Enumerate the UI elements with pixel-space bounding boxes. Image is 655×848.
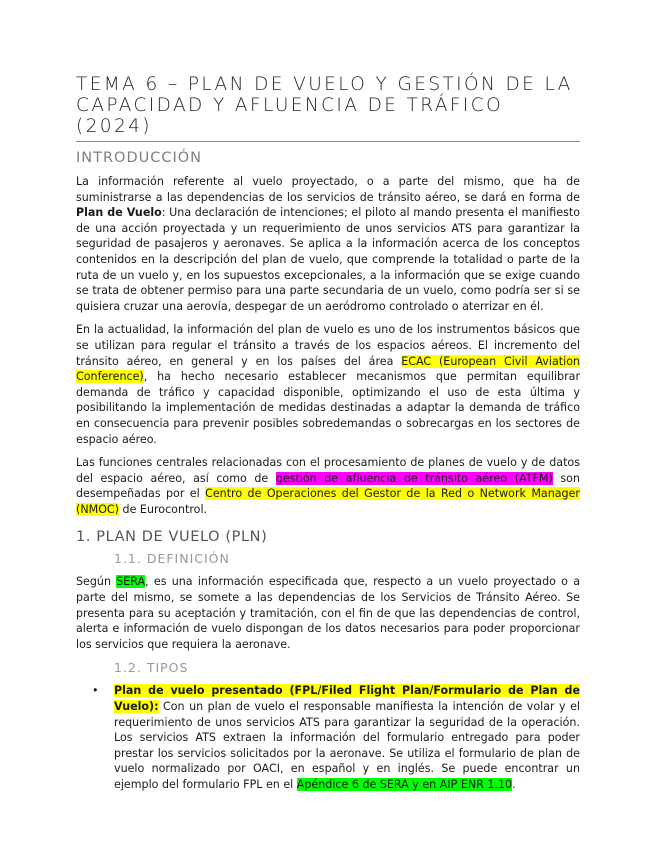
text: , ha hecho necesario establecer mecanismos que permitan equilibrar demanda de tráfico y capacidad disponible, optimizando el uso de esta última y posibilitando la implementación de medidas destinadas a adaptar la demanda de tráfico en consecuencia para prevenir posibles sobredemandas o sobrecargas en los sectores de espacio aéreo. <box>76 370 580 446</box>
text: : Una declaración de intenciones; el piloto al mando presenta el manifiesto de una acción proyectada y un requerimiento de unos servicios ATS para garantizar la seguridad de pasajeros y aeronaves. Se aplica a la información acerca de los conceptos contenidos en la descripción del plan de vuelo, que comprende la totalidad o parte de la ruta de un vuelo y, en los supuestos excepcionales, a la información que se exige cuando se trata de obtener permiso para una parte secundaria de un vuelo, como podría ser si se quisiera cruzar una aerovía, despegar de un aeródromo controlado o aterrizar en él. <box>76 206 580 313</box>
section-heading-plan-de-vuelo: 1. PLAN DE VUELO (PLN) <box>76 529 268 546</box>
text: son desempeñadas por el <box>76 471 580 501</box>
list-item-fpl <box>92 683 580 792</box>
text: de Eurocontrol. <box>119 502 208 516</box>
intro-paragraph-3 <box>76 455 580 517</box>
subsection-heading-tipos: 1.2. TIPOS <box>114 660 189 676</box>
intro-paragraph-2 <box>76 322 580 447</box>
text: . <box>512 778 516 791</box>
text: En la actualidad, la información del plan de vuelo es uno de los instrumentos básicos que se utilizan para regular el tránsito a través de los espacios aéreos. El incremento del tránsito aéreo, en general y en los países del área <box>76 323 580 368</box>
bullet-icon: • <box>92 684 99 698</box>
text: Con un plan de vuelo el responsable manifiesta la intención de volar y el requerimiento de unos servicios ATS para garantizar la seguridad de la operación. Los servicios ATS extraen la información del formulario entregado para poder prestar los servicios solicitados por la aeronave. Se utiliza el formulario de plan de vuelo normalizado por OACI, en español y en inglés. Se puede encontrar un ejemplo del formulario FPL en el <box>114 700 580 791</box>
document-title: TEMA 6 – PLAN DE VUELO Y GESTIÓN DE LA CAPACIDAD Y AFLUENCIA DE TRÁFICO (2024) <box>76 74 580 142</box>
highlight-sera: SERA <box>116 575 146 589</box>
types-list <box>76 683 580 792</box>
bold-text: Plan de Vuelo <box>76 206 162 220</box>
intro-paragraph-1 <box>76 174 580 314</box>
highlight-atfm: gestión de afluencia de tránsito aéreo (ATFM) <box>275 471 553 485</box>
definition-paragraph <box>76 574 580 652</box>
highlight-appendix: Apéndice 6 de SERA y en AIP ENR 1.10 <box>296 778 513 791</box>
highlight-fpl-title: Plan de vuelo presentado (FPL/Filed Flight Plan/Formulario de Plan de Vuelo): <box>114 684 580 714</box>
text: Según <box>76 575 117 589</box>
text: , es una información especificada que, respecto a un vuelo proyectado o a parte del mismo, se somete a las dependencias de los Servicios de Tránsito Aéreo. Se presenta para su aceptación y tramitación, con el fin de que las dependencias de control, alerta e información de vuelo dispongan de los datos necesarios para poder proporcionar los servicios que requiera la aeronave. <box>76 575 581 651</box>
document-page <box>76 74 580 793</box>
intro-heading: INTRODUCCIÓN <box>76 150 203 166</box>
highlight-ecac: ECAC (European Civil Aviation Conference) <box>76 354 581 384</box>
highlight-nmoc: Centro de Operaciones del Gestor de la Red o Network Manager (NMOC) <box>76 487 580 516</box>
text: La información referente al vuelo proyectado, o a parte del mismo, que ha de suministrarse a las dependencias de los servicios de tránsito aéreo, se dará en forma de <box>76 175 580 204</box>
text: Las funciones centrales relacionadas con el procesamiento de planes de vuelo y de datos del espacio aéreo, así como de <box>76 456 580 485</box>
subsection-heading-definicion: 1.1. DEFINICIÓN <box>114 551 230 567</box>
